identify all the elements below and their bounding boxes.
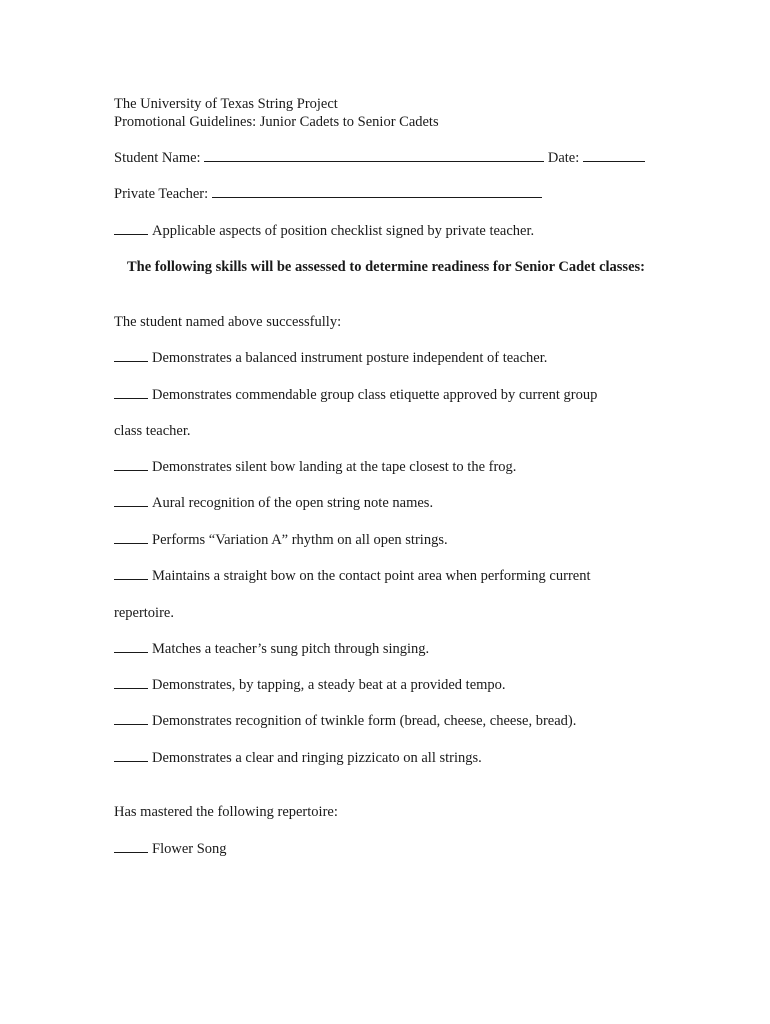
org-title: The University of Texas String Project <box>114 96 338 112</box>
skill-checkbox[interactable] <box>114 495 148 507</box>
repertoire-checkbox[interactable] <box>114 841 148 853</box>
skill-row <box>114 712 576 730</box>
skill-text: Demonstrates, by tapping, a steady beat at a provided tempo. <box>152 677 506 693</box>
skill-continuation: class teacher. <box>114 423 191 439</box>
skill-text: Demonstrates recognition of twinkle form (bread, cheese, cheese, bread). <box>152 713 577 729</box>
skill-checkbox[interactable] <box>114 532 148 544</box>
skills-heading: The following skills will be assessed to determine readiness for Senior Cadet classes: <box>127 259 645 275</box>
skill-checkbox[interactable] <box>114 713 148 725</box>
skill-text: Performs “Variation A” rhythm on all open strings. <box>152 532 448 548</box>
repertoire-heading: Has mastered the following repertoire: <box>114 804 338 820</box>
checklist-checkbox[interactable] <box>114 223 148 235</box>
skill-checkbox[interactable] <box>114 641 148 653</box>
skill-text: Aural recognition of the open string note names. <box>152 495 434 511</box>
skill-row <box>114 567 590 585</box>
skill-continuation: repertoire. <box>114 605 174 621</box>
date-field[interactable] <box>583 150 645 162</box>
date-label: Date: <box>547 150 580 166</box>
skill-row <box>114 749 482 767</box>
form-subtitle: Promotional Guidelines: Junior Cadets to Senior Cadets <box>114 114 439 130</box>
checklist-row <box>114 222 534 240</box>
private-teacher-row <box>114 185 542 203</box>
repertoire-row <box>114 840 227 858</box>
skill-text: Demonstrates a clear and ringing pizzicato on all strings. <box>152 750 482 766</box>
skill-checkbox[interactable] <box>114 459 148 471</box>
student-name-field[interactable] <box>204 150 544 162</box>
skill-checkbox[interactable] <box>114 750 148 762</box>
skill-text: Demonstrates commendable group class etiquette approved by current group <box>152 387 598 403</box>
student-name-label: Student Name: <box>114 150 201 166</box>
skill-text: Demonstrates a balanced instrument posture independent of teacher. <box>152 350 548 366</box>
skill-row <box>114 458 516 476</box>
skill-row <box>114 640 429 658</box>
student-name-row <box>114 149 645 167</box>
skill-checkbox[interactable] <box>114 350 148 362</box>
skill-row <box>114 676 506 694</box>
repertoire-text: Flower Song <box>152 841 227 857</box>
skill-row <box>114 494 433 512</box>
skill-text: Demonstrates silent bow landing at the tape closest to the frog. <box>152 459 517 475</box>
skill-checkbox[interactable] <box>114 387 148 399</box>
skill-checkbox[interactable] <box>114 677 148 689</box>
intro-text: The student named above successfully: <box>114 314 342 330</box>
skill-row <box>114 349 547 367</box>
skill-row <box>114 386 597 404</box>
skill-text: Maintains a straight bow on the contact point area when performing current <box>152 568 591 584</box>
skill-checkbox[interactable] <box>114 568 148 580</box>
private-teacher-field[interactable] <box>212 186 542 198</box>
checklist-text: Applicable aspects of position checklist signed by private teacher. <box>152 223 535 239</box>
skill-text: Matches a teacher’s sung pitch through singing. <box>152 641 430 657</box>
skill-row <box>114 531 448 549</box>
private-teacher-label: Private Teacher: <box>114 186 209 202</box>
